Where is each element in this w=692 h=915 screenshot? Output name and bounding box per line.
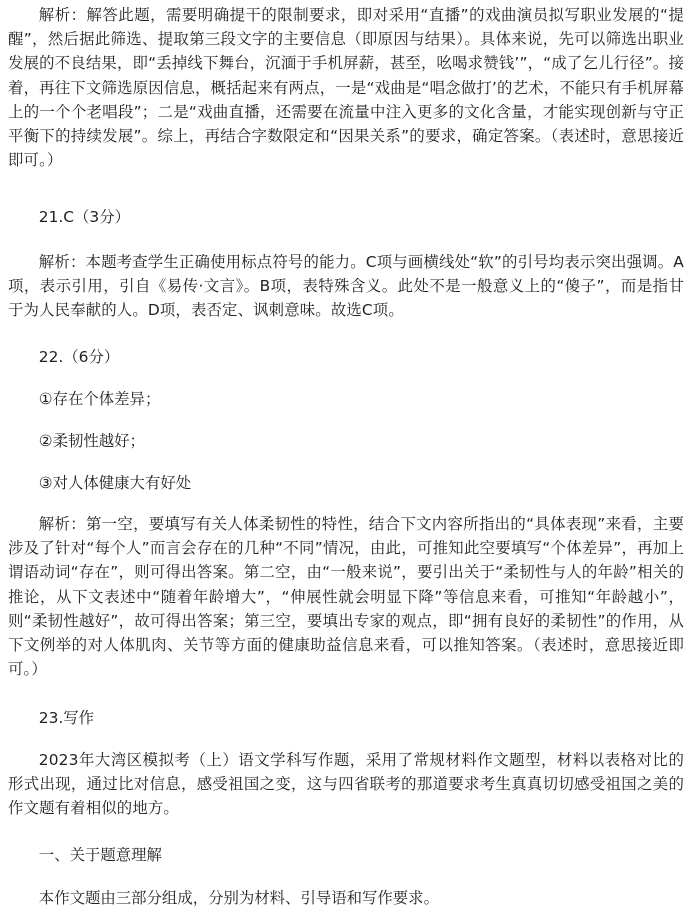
answer-item-3: ③对人体健康大有好处 [38, 474, 192, 492]
question-heading-23: 23.写作 [38, 709, 95, 727]
section-heading-topic-understanding: 一、关于题意理解 [38, 846, 162, 864]
analysis-paragraph-q20: 解析：解答此题，需要明确提干的限制要求，即对采用“直播”的戏曲演员拟写职业发展的“提醒”，然后据此筛选、提取第三段文字的主要信息（即原因与结果）。具体来说，先可以筛选出职业发展的不良结果，即“丢掉线下舞台，沉湎于手机屏薪，甚至，吆喝求赞钱’”，“成了乞儿行径”。接着，再往下文筛选原因信息，概括起来有两点，一是“戏曲是“唱念做打’的艺术，不能只有手机屏幕上的一个个老唱段”；二是“戏曲直播，还需要在流量中注入更多的文化含量，才能实现创新与守正平衡下的持续发展”。综上，再结合字数限定和“因果关系”的要求，确定答案。（表述时，意思接近即可。） [8, 6, 684, 170]
topic-structure-paragraph: 本作文题由三部分组成，分别为材料、引导语和写作要求。 [38, 889, 439, 907]
analysis-paragraph-q22: 解析：第一空，要填写有关人体柔韧性的特性，结合下文内容所指出的“具体表现”来看，主要涉及了针对“每个人”而言会存在的几种“不同”情况，由此，可推知此空要填写“个体差异”，再加上谓语动词“存在”，则可得出答案。第二空，由“一般来说”，要引出关于“柔韧性与人的年龄”相关的推论，从下文表述中“随着年龄增大”，“伸展性就会明显下降”等信息来看，可推知“年龄越小”，则“柔韧性越好”，故可得出答案；第三空，要填出专家的观点，即“拥有良好的柔韧性”的作用，从下文例举的对人体肌肉、关节等方面的健康助益信息来看，可以推知答案。（表述时，意思接近即可。） [8, 515, 684, 679]
answer-item-1: ①存在个体差异； [38, 390, 161, 408]
writing-intro-paragraph: 2023年大湾区模拟考（上）语文学科写作题，采用了常规材料作文题型，材料以表格对比的形式出现，通过比对信息，感受祖国之变，这与四省联考的那道要求考生真真切切感受祖国之美的作文题有着相似的地方。 [8, 751, 684, 818]
question-heading-22: 22.（6分） [38, 348, 120, 366]
question-heading-21: 21.C（3分） [38, 208, 130, 226]
analysis-paragraph-q21: 解析：本题考查学生正确使用标点符号的能力。C项与画横线处“软”的引号均表示突出强调。A项，表示引用，引自《易传·文言》。B项，表特殊含义。此处不是一般意义上的“傻子”，而是指甘于为人民奉献的人。D项，表否定、讽刺意味。故选C项。 [8, 253, 684, 320]
answer-item-2: ②柔韧性越好； [38, 432, 145, 450]
